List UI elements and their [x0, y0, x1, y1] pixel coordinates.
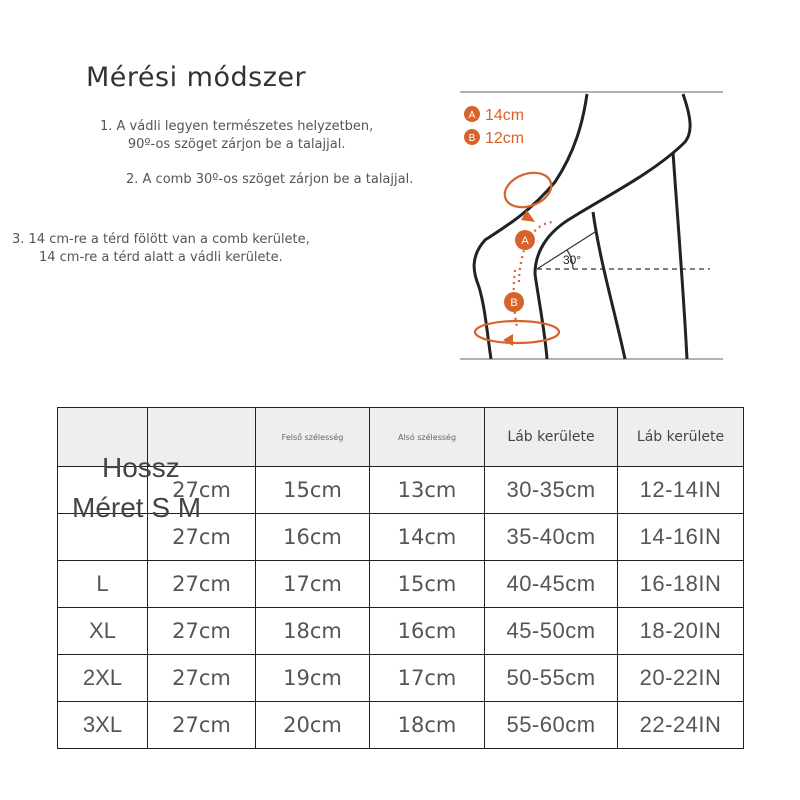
circumference-in-cell: 16-18IN	[618, 561, 744, 608]
header-lower-width: Alsó szélesség	[370, 408, 485, 467]
circumference-cm-cell: 55-60cm	[485, 702, 618, 749]
angle-label: 30°	[563, 253, 582, 267]
instruction-1-line-2: 90º-os szöget zárjon be a talajjal.	[127, 137, 346, 152]
length-cell: 27cm	[148, 467, 256, 514]
lower-width-cell: 16cm	[370, 608, 485, 655]
length-cell: 27cm	[148, 514, 256, 561]
circumference-cm-cell: 35-40cm	[485, 514, 618, 561]
marker-b-letter: B	[510, 297, 518, 309]
circumference-in-cell: 20-22IN	[618, 655, 744, 702]
circumference-cm-cell: 45-50cm	[485, 608, 618, 655]
lower-width-cell: 17cm	[370, 655, 485, 702]
upper-width-cell: 15cm	[256, 467, 370, 514]
lower-width-cell: 14cm	[370, 514, 485, 561]
header-upper-width: Felső szélesség	[256, 408, 370, 467]
size-cell: XL	[58, 608, 148, 655]
length-cell: 27cm	[148, 608, 256, 655]
overlay-label-size: Méret S M	[72, 492, 202, 523]
size-cell: L	[58, 561, 148, 608]
header-leg-circumference-cm: Láb kerülete	[485, 408, 618, 467]
page-title: Mérési módszer	[86, 62, 307, 93]
legend-marker-a-letter: A	[468, 110, 476, 121]
upper-width-cell: 20cm	[256, 702, 370, 749]
length-cell: 27cm	[148, 702, 256, 749]
legend-marker-b-letter: B	[468, 133, 476, 144]
instruction-3-line-2: 14 cm-re a térd alatt a vádli kerülete.	[38, 250, 283, 265]
instruction-1	[100, 118, 373, 154]
instruction-2-line-1: 2. A comb 30º-os szöget zárjon be a talajjal.	[126, 172, 414, 187]
legend-b-value: 12cm	[485, 130, 525, 147]
circumference-cm-cell: 50-55cm	[485, 655, 618, 702]
circumference-cm-cell: 30-35cm	[485, 467, 618, 514]
circumference-in-cell: 12-14IN	[618, 467, 744, 514]
legend-a-value: 14cm	[485, 107, 525, 124]
table-row	[58, 561, 744, 608]
upper-width-cell: 18cm	[256, 608, 370, 655]
header-leg-circumference-in: Láb kerülete	[618, 408, 744, 467]
size-cell: 2XL	[58, 655, 148, 702]
length-cell: 27cm	[148, 655, 256, 702]
table-row	[58, 608, 744, 655]
second-leg-front	[673, 152, 687, 359]
table-row	[58, 702, 744, 749]
instruction-1-line-1: 1. A vádli legyen természetes helyzetben,	[100, 119, 374, 134]
lower-width-cell: 18cm	[370, 702, 485, 749]
circumference-in-cell: 22-24IN	[618, 702, 744, 749]
overlay-label-length: Hossz	[102, 452, 180, 483]
leg-measurement-diagram	[455, 82, 735, 367]
table-row	[58, 655, 744, 702]
lower-arrow-head	[503, 334, 513, 346]
instruction-3	[12, 231, 310, 267]
lower-width-cell: 15cm	[370, 561, 485, 608]
second-leg-contour	[593, 212, 625, 359]
circumference-cm-cell: 40-45cm	[485, 561, 618, 608]
leg-front-contour	[535, 94, 690, 359]
size-cell: 3XL	[58, 702, 148, 749]
instruction-2	[126, 171, 413, 189]
marker-a-letter: A	[521, 235, 529, 247]
circumference-in-cell: 18-20IN	[618, 608, 744, 655]
upper-width-cell: 16cm	[256, 514, 370, 561]
instruction-3-line-1: 3. 14 cm-re a térd fölött van a comb kerülete,	[12, 232, 310, 247]
circumference-in-cell: 14-16IN	[618, 514, 744, 561]
upper-width-cell: 17cm	[256, 561, 370, 608]
lower-width-cell: 13cm	[370, 467, 485, 514]
length-cell: 27cm	[148, 561, 256, 608]
upper-width-cell: 19cm	[256, 655, 370, 702]
